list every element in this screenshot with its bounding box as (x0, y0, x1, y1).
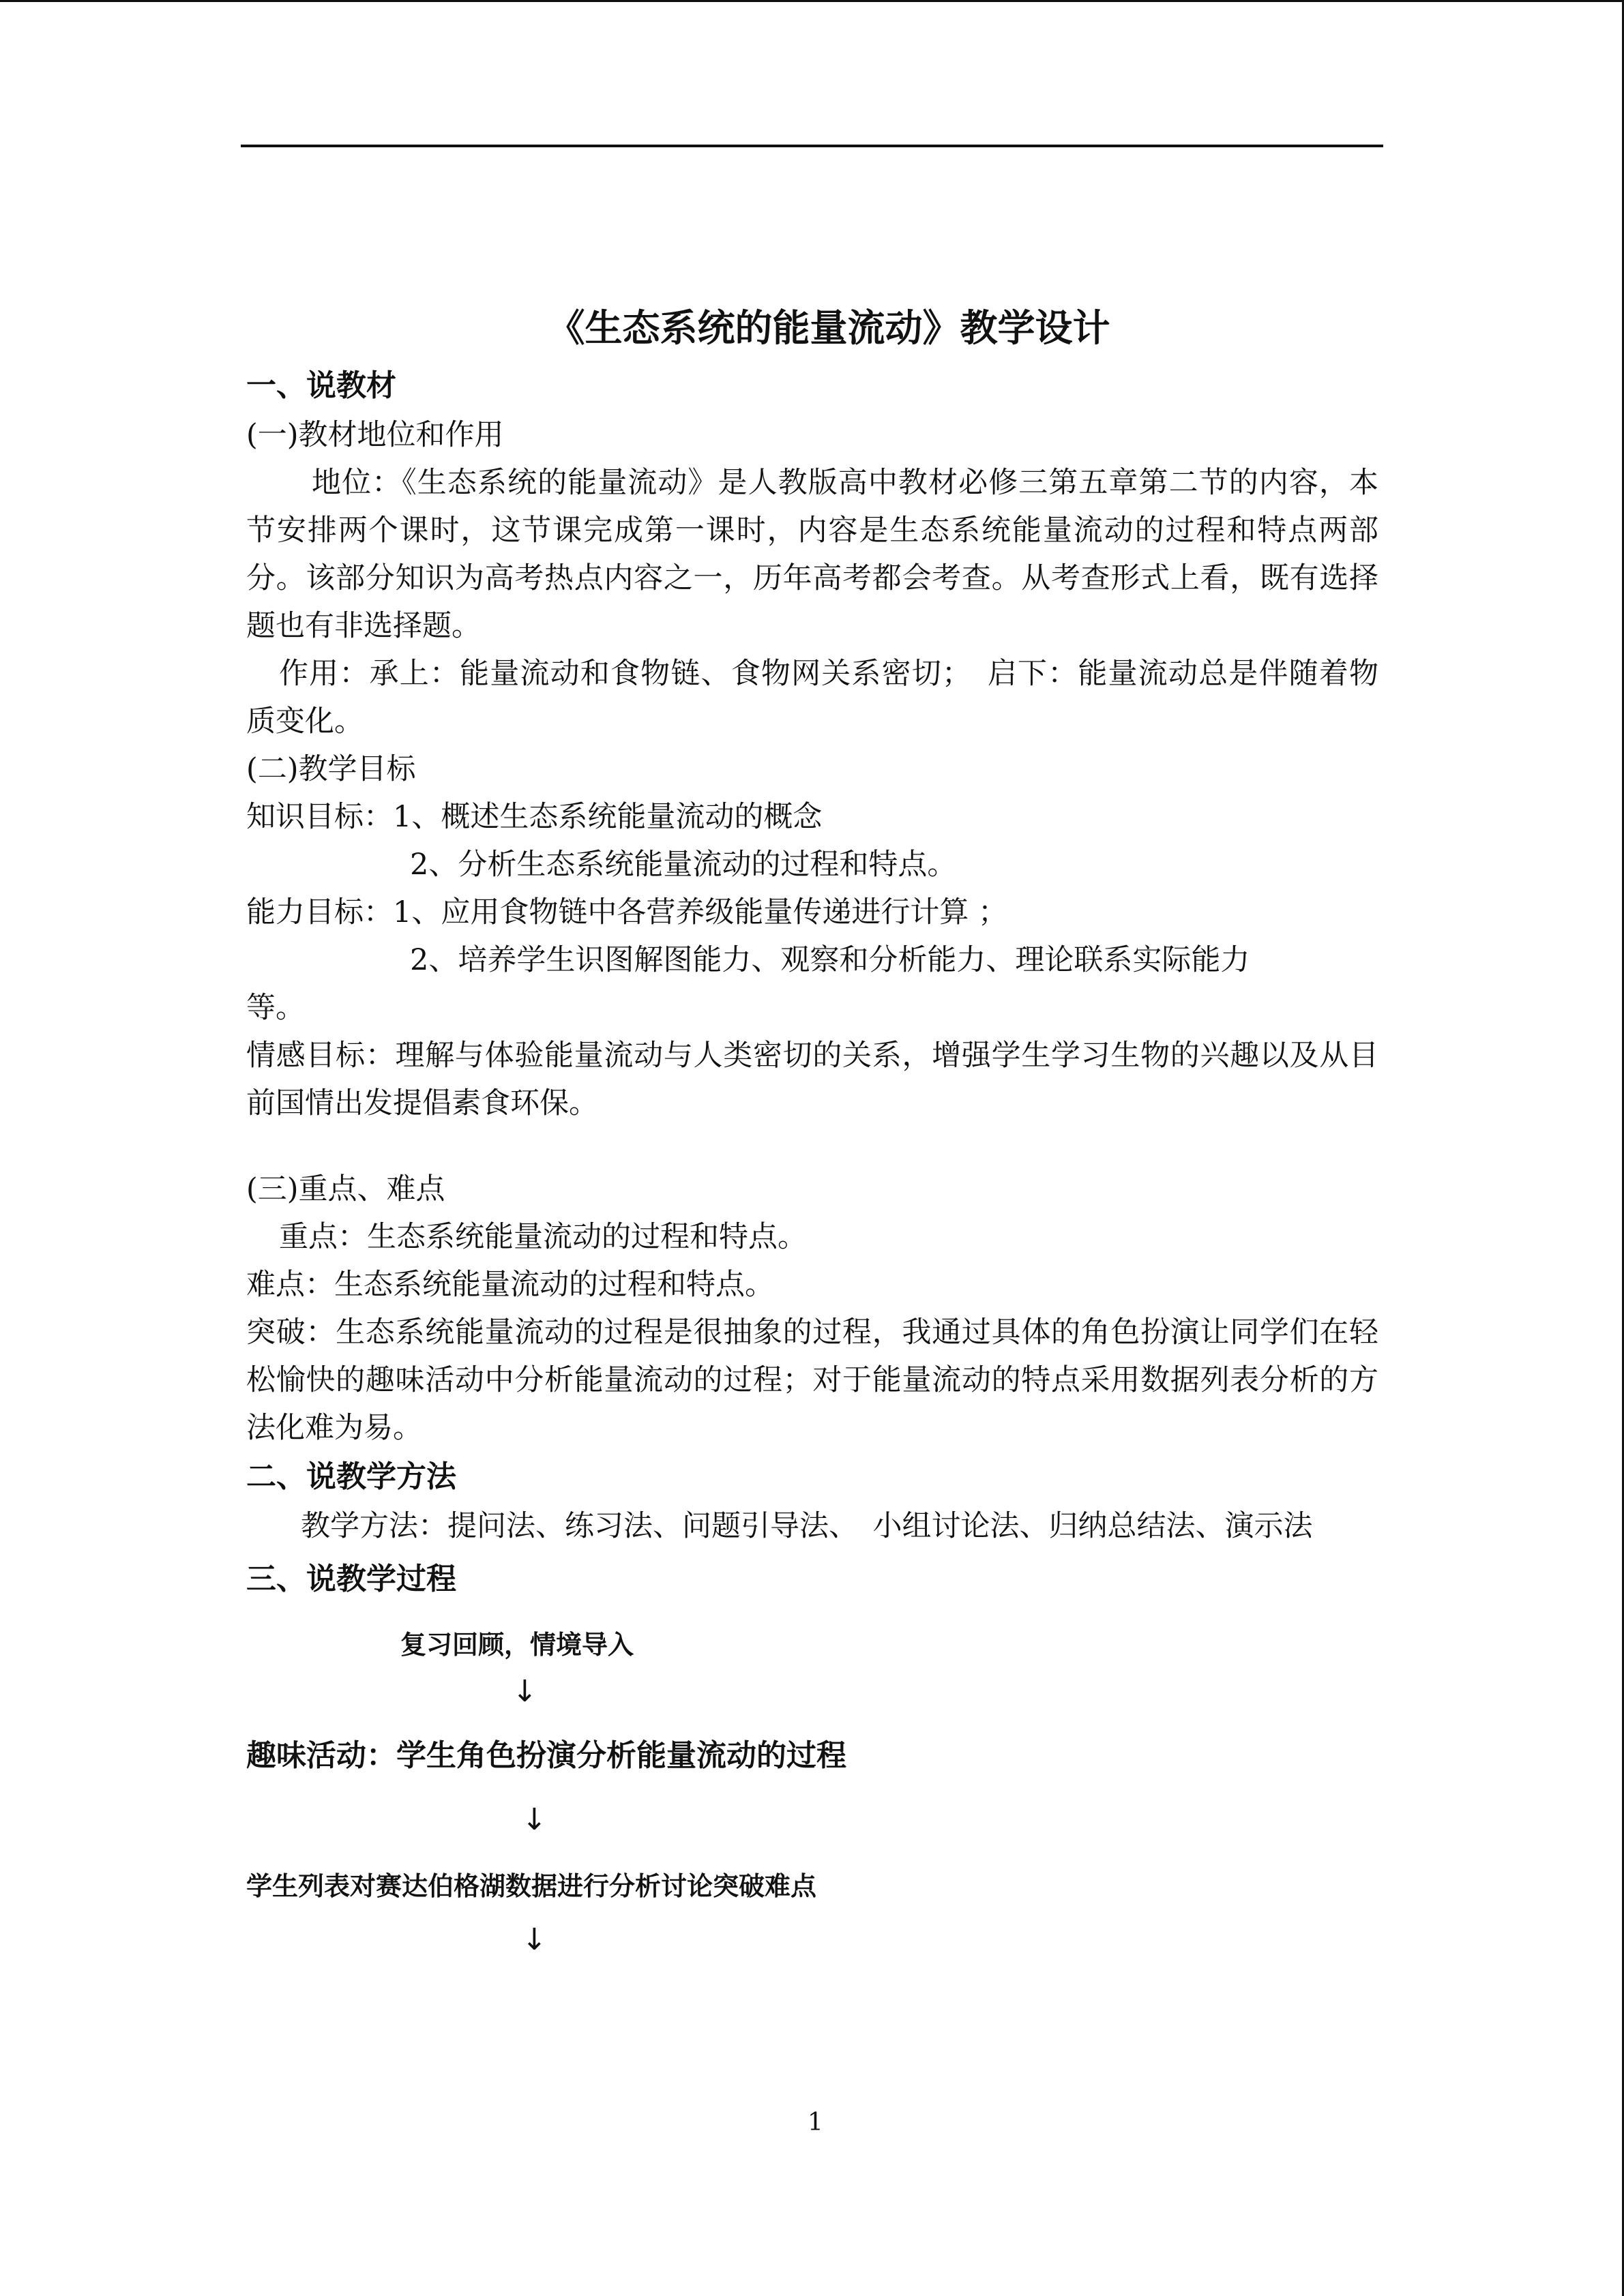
paragraph-position: 地位：《生态系统的能量流动》是人教版高中教材必修三第五章第二节的内容，本节安排两个课时，这节课完成第一课时，内容是生态系统能量流动的过程和特点两部分。该部分知识为高考热点内容之一，历年高考都会考查。从考查形式上看，既有选择题也有非选择题。 (246, 466, 1378, 643)
section-heading-teaching-methods: 二、说教学方法 (246, 1459, 456, 1494)
ability-objective-1: 能力目标：1、应用食物链中各营养级能量传递进行计算 ； (246, 895, 1008, 929)
flow-step-review: 复习回顾，情境导入 (400, 1630, 634, 1660)
flow-arrow-3: ↓ (522, 1922, 547, 1957)
ability-objective-2-continued: 等。 (246, 991, 305, 1025)
document-title: 《生态系统的能量流动》教学设计 (547, 306, 1110, 350)
subheading-key-difficult: (三)重点、难点 (246, 1172, 445, 1206)
paragraph-role: 作用：承上：能量流动和食物链、食物网关系密切； 启下：能量流动总是伴随着物质变化。 (246, 657, 1378, 739)
difficult-point: 难点：生态系统能量流动的过程和特点。 (246, 1268, 774, 1302)
section-heading-teaching-process: 三、说教学过程 (246, 1562, 456, 1596)
flow-arrow-2: ↓ (522, 1802, 547, 1837)
knowledge-objective-1: 知识目标：1、概述生态系统能量流动的概念 (246, 800, 823, 834)
section-heading-teaching-material: 一、说教材 (246, 368, 396, 403)
emotion-objective: 情感目标：理解与体验能量流动与人类密切的关系，增强学生学习生物的兴趣以及从目前国情出发提倡素食环保。 (246, 1039, 1378, 1120)
knowledge-objective-2: 2、分析生态系统能量流动的过程和特点。 (410, 848, 957, 882)
flow-arrow-1: ↓ (512, 1674, 537, 1709)
breakthrough: 突破：生态系统能量流动的过程是很抽象的过程，我通过具体的角色扮演让同学们在轻松愉快的趣味活动中分析能量流动的过程；对于能量流动的特点采用数据列表分析的方法化难为易。 (246, 1315, 1378, 1445)
page-number: 1 (808, 2108, 823, 2136)
flow-step-role-play: 趣味活动：学生角色扮演分析能量流动的过程 (246, 1738, 846, 1773)
teaching-methods: 教学方法：提问法、练习法、问题引导法、 小组讨论法、归纳总结法、演示法 (301, 1509, 1313, 1543)
flow-step-data-analysis: 学生列表对赛达伯格湖数据进行分析讨论突破难点 (246, 1871, 817, 1901)
subheading-position-role: (一)教材地位和作用 (246, 418, 504, 452)
spacer (246, 1127, 1378, 1165)
ability-objective-2: 2、培养学生识图解图能力、观察和分析能力、理论联系实际能力 (410, 943, 1250, 977)
subheading-objectives: (二)教学目标 (246, 752, 416, 786)
key-point: 重点：生态系统能量流动的过程和特点。 (279, 1220, 807, 1254)
header-rule (241, 145, 1383, 147)
document-body (246, 295, 1378, 1960)
